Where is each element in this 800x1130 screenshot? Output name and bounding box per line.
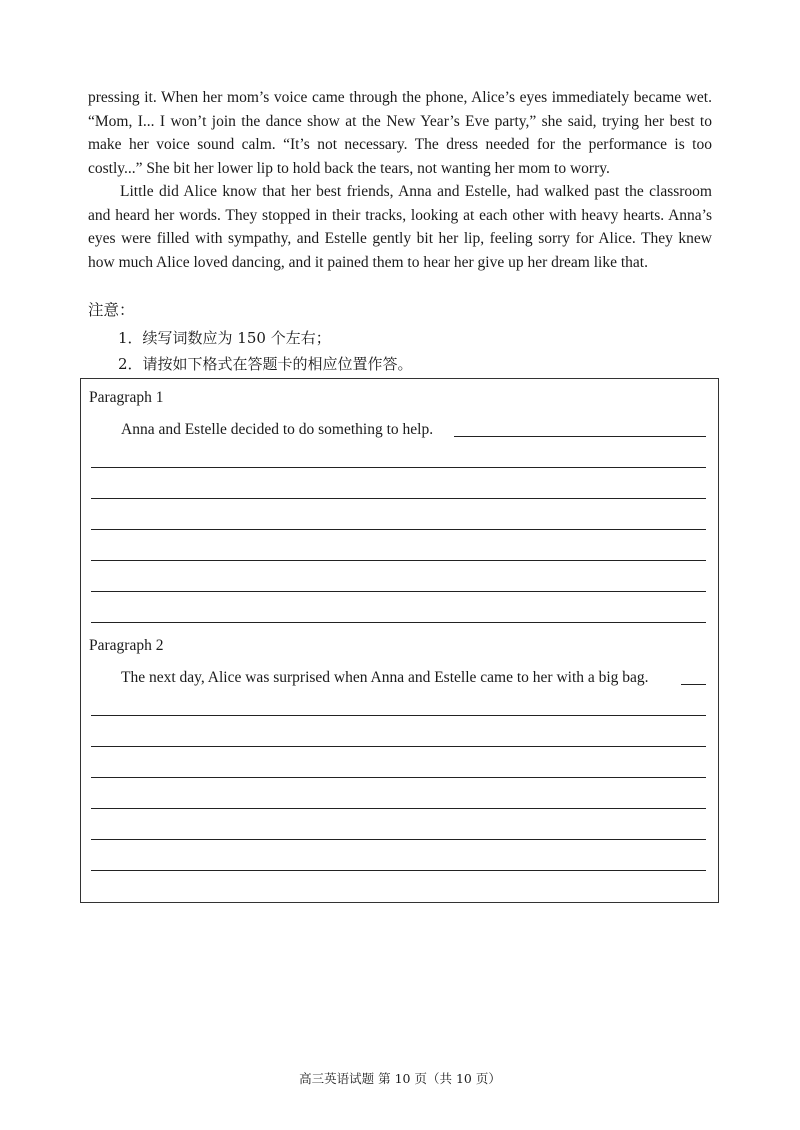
writing-line[interactable] <box>91 715 706 716</box>
paragraph-2-starter: The next day, Alice was surprised when Anna and Estelle came to her with a big bag. <box>121 669 649 686</box>
writing-line[interactable] <box>91 560 706 561</box>
paragraph-1-starter-blank[interactable] <box>454 436 706 437</box>
paragraph-2-heading: Paragraph 2 <box>89 637 164 654</box>
writing-line[interactable] <box>91 498 706 499</box>
writing-line[interactable] <box>91 746 706 747</box>
paragraph-1-heading: Paragraph 1 <box>89 389 164 406</box>
paragraph-2-starter-blank[interactable] <box>681 684 706 685</box>
passage-paragraph-1: pressing it. When her mom’s voice came through the phone, Alice’s eyes immediately became wet. “Mom, I... I won’t join the dance show at the New Year’s Eve party,” she said, trying her best to make her voice sound calm. “It’s not necessary. The dress needed for the performance is too costly...” She bit her lower lip to hold back the tears, not wanting her mom to worry. <box>88 89 712 177</box>
writing-line[interactable] <box>91 467 706 468</box>
page-footer: 高三英语试题 第 10 页（共 10 页） <box>299 1071 501 1086</box>
writing-line[interactable] <box>91 839 706 840</box>
paragraph-1-starter: Anna and Estelle decided to do something to help. <box>121 421 434 438</box>
writing-line[interactable] <box>91 622 706 623</box>
writing-line[interactable] <box>91 808 706 809</box>
note-item-1: 1．续写词数应为 150 个左右； <box>118 329 331 347</box>
answer-box <box>80 378 719 903</box>
writing-line[interactable] <box>91 777 706 778</box>
writing-line[interactable] <box>91 529 706 530</box>
notes-title: 注意： <box>88 301 135 319</box>
passage-paragraph-2: Little did Alice know that her best friends, Anna and Estelle, had walked past the classroom and heard her words. They stopped in their tracks, looking at each other with heavy hearts. Anna’s eyes were filled with sympathy, and Estelle gently bit her lip, feeling sorry for Alice. They knew how much Alice loved dancing, and it pained them to hear her give up her dream like that. <box>88 183 712 271</box>
writing-line[interactable] <box>91 591 706 592</box>
note-item-2: 2．请按如下格式在答题卡的相应位置作答。 <box>118 355 413 373</box>
writing-line[interactable] <box>91 870 706 871</box>
